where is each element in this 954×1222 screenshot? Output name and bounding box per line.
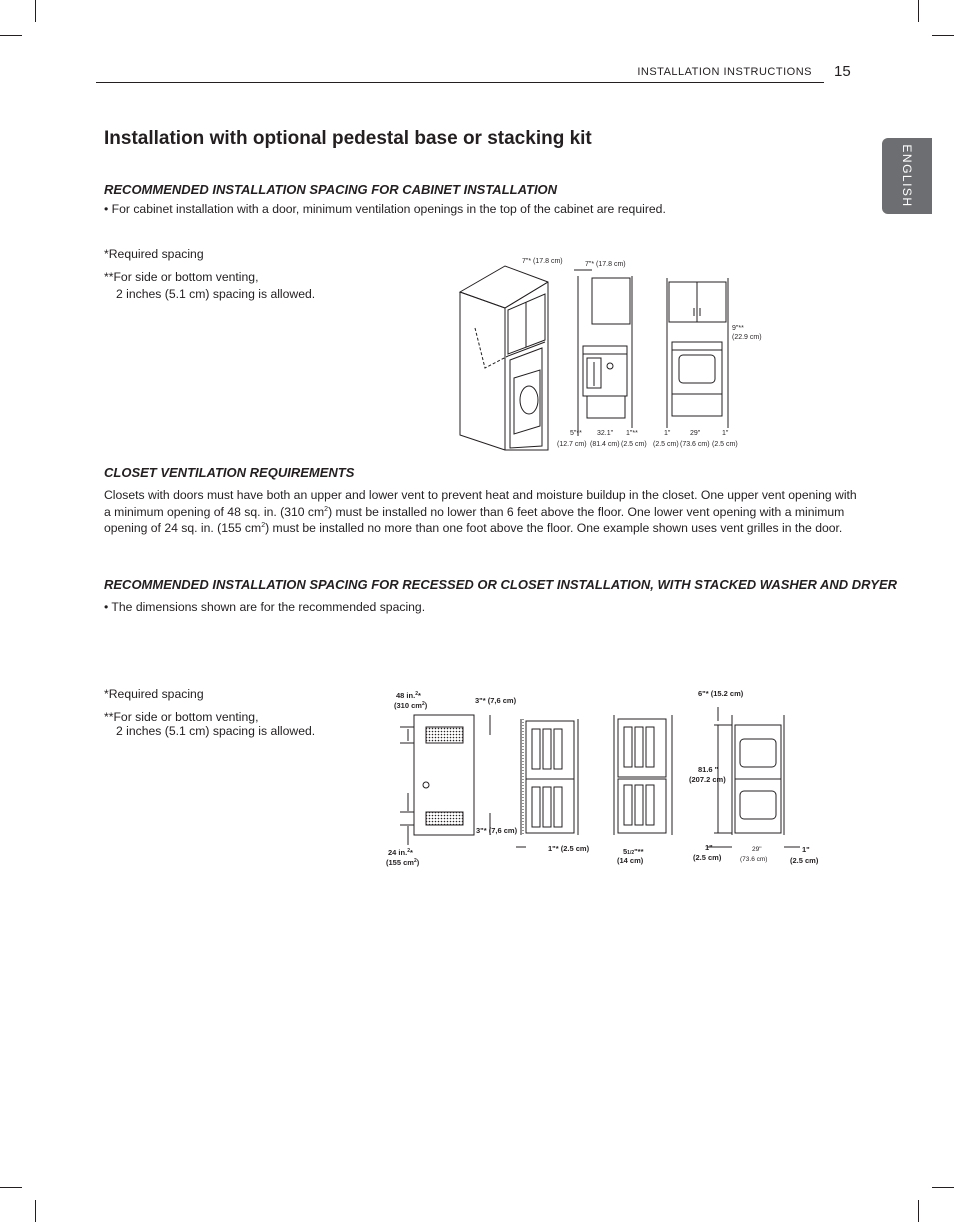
dim-label: (310 $cm^2$)	[394, 701, 428, 710]
stacked-diagram	[380, 685, 825, 870]
cabinet-diagram	[450, 250, 762, 455]
closet-text: Closets with doors must have both an upper and lower vent to prevent heat and moisture buildup in the closet. One upper vent opening with a minimum opening of 48 sq. in. (310 cm	[104, 488, 857, 519]
dim-label: 51/2"**	[623, 847, 644, 856]
dim-label: 3"* (7,6 cm)	[475, 696, 517, 705]
closet-heading: CLOSET VENTILATION REQUIREMENTS	[104, 465, 355, 480]
stacked-note-required: *Required spacing	[104, 687, 204, 701]
dim-label: (22.9 cm)	[732, 334, 762, 341]
stacked-bullet: • The dimensions shown are for the recommended spacing.	[104, 600, 426, 614]
dim-label: 9"**	[732, 325, 744, 332]
dim-label: 29"	[690, 430, 701, 437]
crop-mark	[35, 0, 36, 22]
dim-label: 1"	[802, 845, 810, 854]
cabinet-note-venting-cont: 2 inches (5.1 cm) spacing is allowed.	[116, 287, 316, 301]
dim-label: 24 in.$^2$*	[388, 848, 413, 857]
closet-door	[400, 715, 474, 845]
stacked-note-venting-cont: 2 inches (5.1 cm) spacing is allowed.	[116, 724, 316, 738]
dim-label: (207.2 cm)	[689, 775, 726, 784]
dim-label: 5"**	[570, 430, 582, 437]
dim-label: 29"	[752, 846, 762, 853]
dim-label: 7"* (17.8 cm)	[585, 261, 626, 268]
dim-label: 48 in.$^2$*	[396, 691, 421, 700]
crop-mark	[918, 0, 919, 22]
closet-text: ) must be installed no more than one foot above the floor. One example shown uses vent grilles in the door.	[265, 521, 843, 536]
dim-label: (2.5 cm)	[712, 441, 738, 448]
cabinet-heading: RECOMMENDED INSTALLATION SPACING FOR CABINET INSTALLATION	[104, 182, 558, 197]
dim-label: 7"* (17.8 cm)	[522, 258, 563, 265]
language-tab	[882, 138, 932, 214]
dim-label: 81.6 "	[698, 765, 719, 774]
header-rule	[96, 82, 824, 83]
dim-label: 1"	[664, 430, 671, 437]
dim-label: (73.6 cm)	[680, 441, 710, 448]
dim-label: (81.4 cm)	[590, 441, 620, 448]
dim-label: (14 cm)	[617, 856, 644, 865]
dim-label: 1"**	[626, 430, 638, 437]
crop-mark	[35, 1200, 36, 1222]
closet-paragraph	[104, 488, 864, 536]
dim-label: 1"	[705, 843, 713, 852]
crop-mark	[0, 1187, 22, 1188]
cabinet-note-venting: **For side or bottom venting,	[104, 270, 259, 284]
dim-label: 1"* (2.5 cm)	[548, 844, 590, 853]
dim-label: (2.5 cm)	[693, 853, 722, 862]
running-header: INSTALLATION INSTRUCTIONS	[637, 66, 812, 78]
cabinet-front-view	[667, 278, 728, 428]
closet-text: ) must be installed no lower than 6 feet above the floor. One lower vent opening with a minimum opening of 24 sq. in. (155 cm	[104, 504, 845, 536]
stacked-note-venting: **For side or bottom venting,	[104, 710, 259, 724]
page-number: 15	[834, 63, 851, 80]
dim-label: (155 $cm^2$)	[386, 858, 420, 867]
cabinet-side-view	[574, 270, 632, 436]
stacked-side-view	[614, 715, 672, 835]
crop-mark	[0, 35, 22, 36]
dim-label: (12.7 cm)	[557, 441, 587, 448]
cabinet-perspective	[460, 266, 548, 450]
dim-label: (2.5 cm)	[790, 856, 819, 865]
dim-label: 1"	[722, 430, 729, 437]
superscript: 2	[261, 522, 266, 530]
dim-label: (2.5 cm)	[621, 441, 647, 448]
cabinet-bullet: • For cabinet installation with a door, minimum ventilation openings in the top of the cabinet are required.	[104, 202, 666, 216]
language-tab-label: ENGLISH	[900, 144, 914, 208]
dim-label: 32.1"	[597, 430, 614, 437]
dim-label: (73.6 cm)	[740, 856, 768, 863]
dim-label: (2.5 cm)	[653, 441, 679, 448]
stacked-heading: RECOMMENDED INSTALLATION SPACING FOR RECESSED OR CLOSET INSTALLATION, WITH STACKED WASHER AND DRYER	[104, 577, 898, 592]
crop-mark	[932, 1187, 954, 1188]
dim-label: 6"* (15.2 cm)	[698, 689, 744, 698]
superscript: 2	[324, 505, 329, 513]
page-title: Installation with optional pedestal base or stacking kit	[104, 128, 592, 149]
cabinet-note-required: *Required spacing	[104, 247, 204, 261]
crop-mark	[918, 1200, 919, 1222]
dim-label: 3"* (7,6 cm)	[476, 826, 518, 835]
crop-mark	[932, 35, 954, 36]
